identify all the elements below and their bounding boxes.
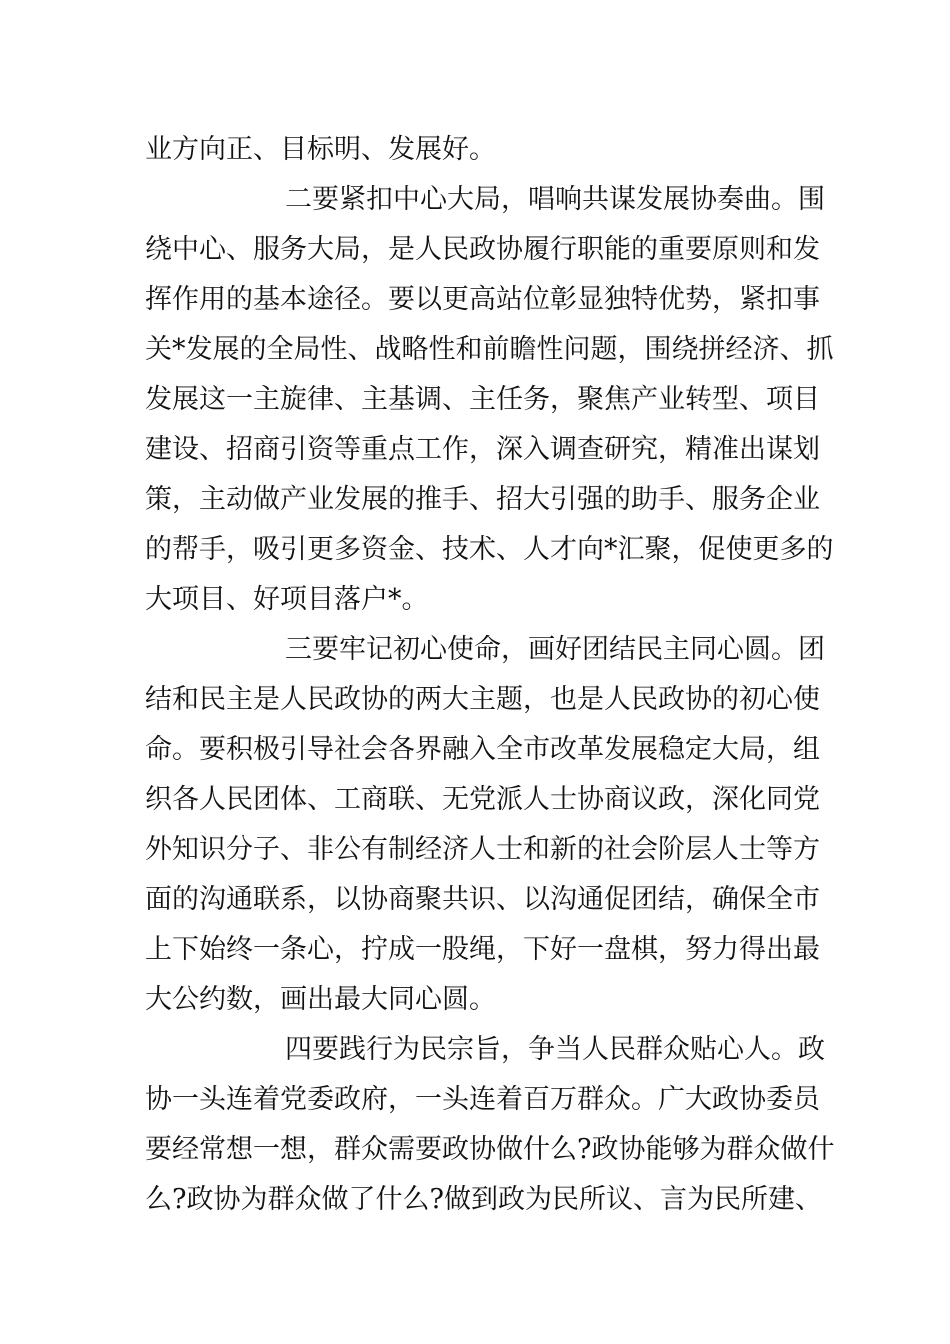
- paragraph-start-line: 三要牢记初心使命，画好团结民主同心圆。团: [285, 634, 825, 665]
- text-line: 绕中心、服务大局，是人民政协履行职能的重要原则和发: [145, 234, 820, 265]
- text-line: 协一头连着党委政府，一头连着百万群众。广大政协委员: [145, 1084, 820, 1115]
- text-line: 挥作用的基本途径。要以更高站位彰显独特优势，紧扣事: [145, 284, 820, 315]
- text-line: 上下始终一条心，拧成一股绳，下好一盘棋，努力得出最: [145, 934, 820, 965]
- text-line: 织各人民团体、工商联、无党派人士协商议政，深化同党: [145, 784, 820, 815]
- text-line: 面的沟通联系，以协商聚共识、以沟通促团结，确保全市: [145, 884, 820, 915]
- text-line: 命。要积极引导社会各界融入全市改革发展稳定大局，组: [145, 734, 820, 765]
- text-line: 要经常想一想，群众需要政协做什么?政协能够为群众做什: [145, 1134, 835, 1165]
- text-line: 大项目、好项目落户*。: [145, 584, 429, 615]
- text-line: 关*发展的全局性、战略性和前瞻性问题，围绕拼经济、抓: [145, 334, 834, 365]
- text-line: 发展这一主旋律、主基调、主任务，聚焦产业转型、项目: [145, 384, 820, 415]
- text-line: 建设、招商引资等重点工作，深入调查研究，精准出谋划: [145, 434, 820, 465]
- text-line: 外知识分子、非公有制经济人士和新的社会阶层人士等方: [145, 834, 820, 865]
- text-line: 么?政协为群众做了什么?做到政为民所议、言为民所建、: [145, 1184, 822, 1215]
- text-line: 策，主动做产业发展的推手、招大引强的助手、服务企业: [145, 484, 820, 515]
- paragraph-start-line: 二要紧扣中心大局，唱响共谋发展协奏曲。围: [285, 184, 825, 215]
- text-line: 结和民主是人民政协的两大主题，也是人民政协的初心使: [145, 684, 820, 715]
- text-line: 业方向正、目标明、发展好。: [145, 134, 496, 165]
- text-line: 大公约数，画出最大同心圆。: [145, 984, 496, 1015]
- paragraph-start-line: 四要践行为民宗旨，争当人民群众贴心人。政: [285, 1034, 825, 1065]
- text-line: 的帮手，吸引更多资金、技术、人才向*汇聚，促使更多的: [145, 534, 834, 565]
